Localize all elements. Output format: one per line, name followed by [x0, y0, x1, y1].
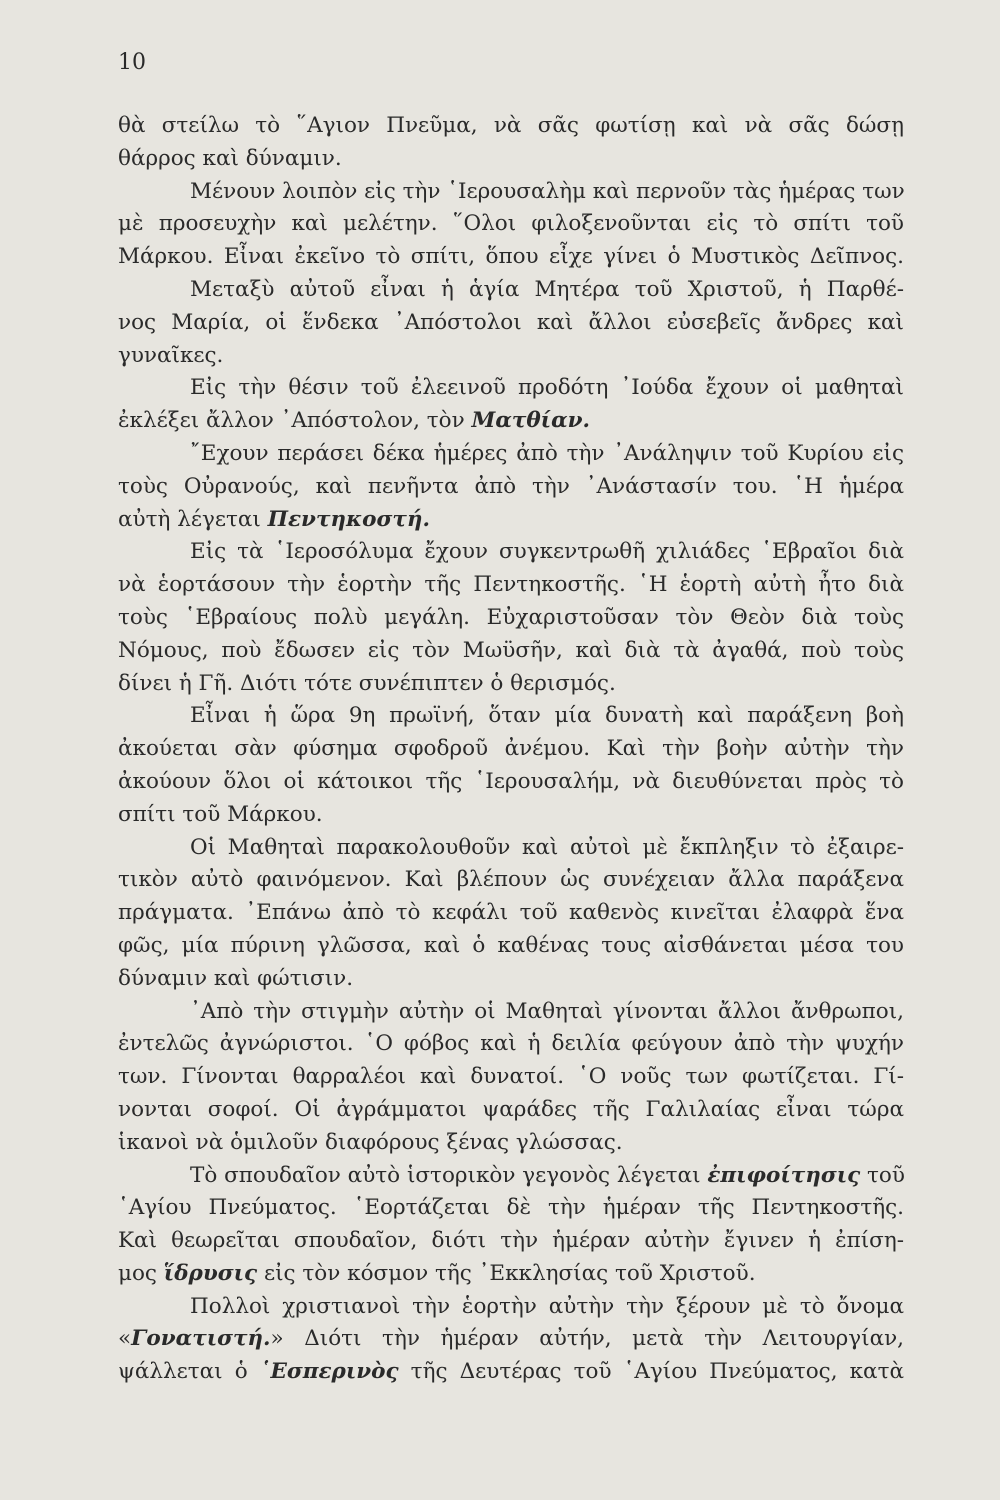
text-line [118, 569, 904, 602]
text-line-content: δίνει ἡ Γῆ. Διότι τότε συνέπιπτεν ὁ θερισμός. [118, 670, 616, 696]
text-line [118, 274, 904, 307]
text-line-content: νὰ ἑορτάσουν τὴν ἑορτὴν τῆς Πεντηκοστῆς. ῾Η ἑορτὴ αὐτὴ ἦτο διὰ [118, 572, 904, 598]
text-line [118, 1028, 904, 1061]
text-line-content: ῾Αγίου Πνεύματος. ῾Εορτάζεται δὲ τὴν ἡμέραν τῆς Πεντηκοστῆς. [118, 1195, 904, 1221]
text-line [118, 668, 904, 701]
text-line-content: ψάλλεται ὁ [118, 1359, 260, 1385]
text-line-content: Πολλοὶ χριστιανοὶ τὴν ἑορτὴν αὐτὴν τὴν ξέρουν μὲ τὸ ὄνομα [190, 1293, 904, 1319]
text-line [118, 897, 904, 930]
text-line [118, 1094, 904, 1127]
text-line [118, 1225, 904, 1258]
text-line [118, 602, 904, 635]
text-line-content: Εἰς τὰ ῾Ιεροσόλυμα ἔχουν συγκεντρωθῆ χιλιάδες ῾Εβραῖοι διὰ [190, 539, 904, 565]
text-line-content: Καὶ θεωρεῖται σπουδαῖον, διότι τὴν ἡμέραν αὐτὴν ἔγινεν ἡ ἐπίση- [118, 1228, 904, 1254]
text-line-content: τικὸν αὐτὸ φαινόμενον. Καὶ βλέπουν ὡς συνέχειαν ἄλλα παράξενα [118, 867, 904, 893]
text-line [118, 864, 904, 897]
text-line [118, 963, 904, 996]
text-line [118, 438, 904, 471]
text-line-content: τοὺς Οὐρανούς, καὶ πενῆντα ἀπὸ τὴν ᾿Ανάστασίν του. ῾Η ἡμέρα [118, 473, 904, 499]
text-line-tail: τοῦ [860, 1162, 905, 1188]
text-line-content: ᾿Απὸ τὴν στιγμὴν αὐτὴν οἱ Μαθηταὶ γίνονται ἄλλοι ἄνθρωποι, [190, 998, 904, 1024]
text-line [118, 635, 904, 668]
text-line [118, 471, 904, 504]
emphasized-term: Πεντηκοστή. [267, 506, 430, 532]
text-line-content: ἱκανοὶ νὰ ὁμιλοῦν διαφόρους ξένας γλώσσας. [118, 1129, 623, 1155]
text-line-content: Οἱ Μαθηταὶ παρακολουθοῦν καὶ αὐτοὶ μὲ ἔκπληξιν τὸ ἐξαιρε- [190, 834, 904, 860]
text-line-content: γυναῖκες. [118, 342, 224, 368]
text-line-content: σπίτι τοῦ Μάρκου. [118, 801, 323, 827]
text-line [118, 405, 904, 438]
text-line [118, 1061, 904, 1094]
text-line [118, 1160, 904, 1193]
text-line-content: Μένουν λοιπὸν εἰς τὴν ῾Ιερουσαλὴμ καὶ περνοῦν τὰς ἡμέρας των [190, 178, 905, 204]
text-line-content: Τὸ σπουδαῖον αὐτὸ ἱστορικὸν γεγονὸς λέγεται [190, 1162, 708, 1188]
text-line [118, 143, 904, 176]
text-line [118, 930, 904, 963]
text-line [118, 1323, 904, 1356]
text-line-content: μος [118, 1260, 164, 1286]
text-line-content: ἀκούεται σὰν φύσημα σφοδροῦ ἀνέμου. Καὶ τὴν βοὴν αὐτὴν τὴν [118, 736, 904, 762]
text-line [118, 372, 904, 405]
text-line-content: ἐκλέξει ἄλλον ᾿Απόστολον, τὸν [118, 408, 472, 434]
text-line-content: νος Μαρία, οἱ ἕνδεκα ᾿Απόστολοι καὶ ἄλλοι εὐσεβεῖς ἄνδρες καὶ [118, 309, 904, 335]
page-number: 10 [118, 50, 146, 75]
text-line-content: δύναμιν καὶ φώτισιν. [118, 965, 354, 991]
text-line-content: πράγματα. ᾿Επάνω ἀπὸ τὸ κεφάλι τοῦ καθενὸς κινεῖται ἐλαφρὰ ἕνα [118, 900, 904, 926]
text-line-content: ἐντελῶς ἀγνώριστοι. ῾Ο φόβος καὶ ἡ δειλία φεύγουν ἀπὸ τὴν ψυχήν [118, 1031, 904, 1057]
text-line [118, 1356, 904, 1389]
text-line-content: νονται σοφοί. Οἱ ἀγράμματοι ψαράδες τῆς Γαλιλαίας εἶναι τώρα [118, 1096, 904, 1122]
emphasized-term: Ματθίαν. [471, 408, 591, 434]
text-line-content: Μάρκου. Εἶναι ἐκεῖνο τὸ σπίτι, ὅπου εἶχε γίνει ὁ Μυστικὸς Δεῖπνος. [118, 244, 904, 270]
text-line [118, 700, 904, 733]
text-line [118, 766, 904, 799]
text-line-content: μὲ προσευχὴν καὶ μελέτην. ῞Ολοι φιλοξενοῦνται εἰς τὸ σπίτι τοῦ [118, 211, 904, 237]
text-line-content: τοὺς ῾Εβραίους πολὺ μεγάλη. Εὐχαριστοῦσαν τὸν Θεὸν διὰ τοὺς [118, 604, 904, 630]
text-line [118, 340, 904, 373]
emphasized-term: ἵδρυσις [163, 1260, 258, 1286]
text-line-content: αὐτὴ λέγεται [118, 506, 268, 532]
text-line [118, 832, 904, 865]
text-line-content: των. Γίνονται θαρραλέοι καὶ δυνατοί. ῾Ο νοῦς των φωτίζεται. Γί- [118, 1064, 904, 1090]
text-line-content: θὰ στείλω τὸ ῞Αγιον Πνεῦμα, νὰ σᾶς φωτίσῃ καὶ νὰ σᾶς δώσῃ [118, 113, 904, 138]
text-line [118, 504, 904, 537]
text-line-content: « [118, 1326, 132, 1352]
text-line [118, 1192, 904, 1225]
text-line-content: Νόμους, ποὺ ἔδωσεν εἰς τὸν Μωϋσῆν, καὶ διὰ τὰ ἀγαθά, ποὺ τοὺς [118, 637, 904, 663]
text-line-content: Εἰς τὴν θέσιν τοῦ ἐλεεινοῦ προδότη ᾿Ιούδα ἔχουν οἱ μαθηταὶ [190, 375, 904, 401]
emphasized-term: ἐπιφοίτησις [707, 1162, 861, 1188]
emphasized-term: Γονατιστή. [131, 1326, 271, 1352]
text-line [118, 799, 904, 832]
text-line [118, 1258, 904, 1291]
text-line-tail: » Διότι τὴν ἡμέραν αὐτήν, μετὰ τὴν Λειτουργίαν, [270, 1326, 904, 1352]
text-line-content: ἀκούουν ὅλοι οἱ κάτοικοι τῆς ῾Ιερουσαλήμ, νὰ διευθύνεται πρὸς τὸ [118, 768, 904, 794]
text-line-content: ῎Εχουν περάσει δέκα ἡμέρες ἀπὸ τὴν ᾿Ανάληψιν τοῦ Κυρίου εἰς [190, 440, 904, 466]
text-line [118, 208, 904, 241]
text-line-tail: τῆς Δευτέρας τοῦ ῾Αγίου Πνεύματος, κατὰ [398, 1359, 904, 1385]
text-line-content: θάρρος καὶ δύναμιν. [118, 145, 342, 171]
body-text [118, 110, 904, 1389]
text-line [118, 996, 904, 1029]
text-line [118, 733, 904, 766]
text-line-tail: εἰς τὸν κόσμον τῆς ᾿Εκκλησίας τοῦ Χριστοῦ. [257, 1260, 756, 1286]
text-line-content: Εἶναι ἡ ὥρα 9η πρωϊνή, ὅταν μία δυνατὴ καὶ παράξενη βοὴ [190, 703, 904, 729]
text-line-content: φῶς, μία πύρινη γλῶσσα, καὶ ὁ καθένας τους αἰσθάνεται μέσα του [118, 932, 904, 958]
emphasized-term: ῾Εσπερινὸς [259, 1359, 399, 1385]
text-line [118, 307, 904, 340]
text-line [118, 176, 904, 209]
text-line [118, 1291, 904, 1324]
text-line [118, 1127, 904, 1160]
text-line-content: Μεταξὺ αὐτοῦ εἶναι ἡ ἁγία Μητέρα τοῦ Χριστοῦ, ἡ Παρθέ- [190, 276, 904, 302]
text-line [118, 241, 904, 274]
text-line [118, 110, 904, 143]
text-line [118, 536, 904, 569]
